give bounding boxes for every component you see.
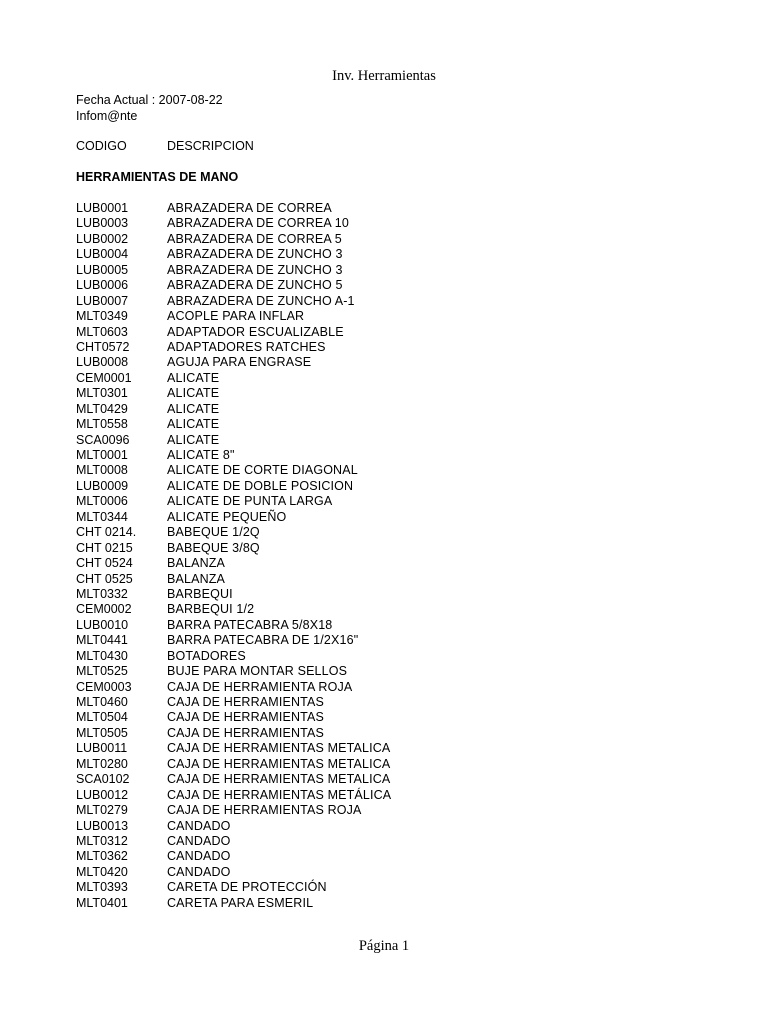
item-code: MLT0332 [76,586,128,601]
list-item [76,386,676,401]
page-number: Página 1 [358,938,410,954]
item-description: BALANZA [167,571,226,586]
item-description: BALANZA [167,556,226,571]
list-item [76,201,676,216]
item-description: BABEQUE 1/2Q [167,525,260,540]
list-item [76,510,676,525]
list-item [76,278,676,293]
item-code: MLT0441 [76,633,128,648]
item-code: MLT0349 [76,309,128,324]
item-description: ALICATE [167,401,220,416]
item-code: MLT0001 [76,448,128,462]
item-description: ABRAZADERA DE ZUNCHO 3 [167,262,343,277]
item-code: CHT 0524 [76,556,133,571]
item-description: CANDADO [167,818,231,833]
item-description: CAJA DE HERRAMIENTAS [167,725,324,740]
report-date: Fecha Actual : 2007-08-22 [76,93,223,107]
item-code: LUB0006 [76,278,129,293]
item-code: LUB0005 [76,262,129,277]
list-item [76,371,676,386]
item-code: MLT0006 [76,494,128,509]
list-item [76,463,676,478]
item-code: LUB0013 [76,818,129,833]
item-code: MLT0558 [76,417,128,432]
item-code: MLT0430 [76,648,128,663]
list-item [76,340,676,355]
item-description: CANDADO [167,833,231,848]
item-code: SCA0102 [76,772,130,787]
item-description: ABRAZADERA DE CORREA 10 [167,216,349,231]
item-description: BABEQUE 3/8Q [167,540,260,555]
list-item [76,649,676,664]
item-code: LUB0009 [76,478,129,493]
item-description: ALICATE DE CORTE DIAGONAL [167,463,358,478]
item-code: MLT0460 [76,695,128,709]
item-description: AGUJA PARA ENGRASE [167,355,312,370]
list-item [76,633,676,648]
list-item [76,772,676,787]
list-item [76,448,676,463]
item-code: LUB0010 [76,617,129,632]
item-code: MLT0401 [76,895,128,910]
item-description: CAJA DE HERRAMIENTAS ROJA [167,803,362,818]
item-description: ALICATE 8" [167,448,235,462]
item-description: BARRA PATECABRA DE 1/2X16" [167,633,359,648]
item-code: MLT0279 [76,803,128,818]
item-code: MLT0393 [76,880,128,895]
list-item [76,664,676,679]
list-item [76,263,676,278]
item-description: ALICATE [167,370,220,385]
item-description: ABRAZADERA DE ZUNCHO 3 [167,247,343,262]
list-item [76,232,676,247]
item-code: CHT 0214. [76,525,137,540]
report-author: Infom@nte [76,108,138,123]
inventory-list [76,201,676,911]
list-item [76,494,676,509]
item-description: ALICATE DE DOBLE POSICION [167,478,354,493]
list-item [76,479,676,494]
item-code: LUB0007 [76,293,129,308]
list-item [76,880,676,895]
list-item [76,803,676,818]
item-code: MLT0429 [76,401,128,416]
list-item [76,402,676,417]
item-description: ALICATE [167,432,220,447]
item-description: ALICATE [167,417,220,432]
item-code: CEM0003 [76,679,132,694]
item-code: CHT 0525 [76,571,133,586]
item-description: ABRAZADERA DE ZUNCHO A-1 [167,293,355,308]
list-item [76,834,676,849]
item-description: BUJE PARA MONTAR SELLOS [167,664,348,679]
list-item [76,757,676,772]
item-description: CARETA DE PROTECCIÓN [167,880,327,895]
list-item [76,556,676,571]
item-code: LUB0003 [76,216,129,231]
item-code: MLT0603 [76,324,128,339]
item-description: ADAPTADORES RATCHES [167,339,326,354]
list-item [76,849,676,864]
list-item [76,355,676,370]
item-code: MLT0312 [76,833,128,848]
item-code: LUB0001 [76,201,129,215]
item-description: ALICATE [167,386,220,401]
column-header-code: CODIGO [76,139,127,153]
item-description: CAJA DE HERRAMIENTAS METALICA [167,756,391,771]
item-description: CANDADO [167,864,231,879]
item-description: BOTADORES [167,648,246,663]
list-item [76,618,676,633]
item-code: LUB0012 [76,787,129,802]
list-item [76,788,676,803]
item-description: CANDADO [167,849,231,864]
list-item [76,695,676,710]
list-item [76,680,676,695]
item-code: CEM0002 [76,602,132,617]
list-item [76,525,676,540]
item-code: LUB0008 [76,355,129,370]
list-item [76,294,676,309]
column-header-description: DESCRIPCION [167,139,254,153]
item-description: BARBEQUI [167,586,233,601]
item-code: SCA0096 [76,432,130,447]
list-item [76,309,676,324]
item-description: CAJA DE HERRAMIENTAS [167,695,324,709]
item-code: LUB0002 [76,231,129,246]
item-description: CAJA DE HERRAMIENTAS METALICA [167,741,391,756]
list-item [76,865,676,880]
list-item [76,602,676,617]
item-description: CAJA DE HERRAMIENTAS METÁLICA [167,787,392,802]
list-item [76,587,676,602]
list-item [76,216,676,231]
list-item [76,741,676,756]
list-item [76,247,676,262]
list-item [76,819,676,834]
list-item [76,433,676,448]
item-code: CHT 0215 [76,540,133,555]
item-description: BARRA PATECABRA 5/8X18 [167,617,333,632]
item-code: MLT0525 [76,664,128,679]
item-description: ADAPTADOR ESCUALIZABLE [167,324,344,339]
list-item [76,572,676,587]
item-code: MLT0008 [76,463,128,478]
item-code: CHT0572 [76,339,130,354]
item-code: MLT0505 [76,725,128,740]
page-title: Inv. Herramientas [332,68,436,84]
item-description: CAJA DE HERRAMIENTAS METALICA [167,772,391,787]
item-code: MLT0420 [76,864,128,879]
list-item [76,726,676,741]
list-item [76,325,676,340]
section-heading: HERRAMIENTAS DE MANO [76,170,239,184]
item-description: ACOPLE PARA INFLAR [167,309,305,324]
list-item [76,541,676,556]
item-code: MLT0301 [76,386,128,401]
item-description: ALICATE DE PUNTA LARGA [167,494,333,509]
item-code: MLT0504 [76,710,128,725]
item-description: CAJA DE HERRAMIENTAS [167,710,324,725]
item-code: MLT0362 [76,849,128,864]
item-description: ABRAZADERA DE CORREA [167,201,332,215]
item-code: MLT0280 [76,756,128,771]
item-code: LUB0011 [76,741,128,756]
item-description: CARETA PARA ESMERIL [167,895,314,910]
item-code: LUB0004 [76,247,129,262]
list-item [76,417,676,432]
item-description: ABRAZADERA DE ZUNCHO 5 [167,278,343,293]
item-description: ALICATE PEQUEÑO [167,509,287,524]
item-code: MLT0344 [76,509,128,524]
item-description: CAJA DE HERRAMIENTA ROJA [167,679,353,694]
item-description: ABRAZADERA DE CORREA 5 [167,231,342,246]
item-description: BARBEQUI 1/2 [167,602,255,617]
item-code: CEM0001 [76,370,132,385]
list-item [76,710,676,725]
list-item [76,896,676,911]
